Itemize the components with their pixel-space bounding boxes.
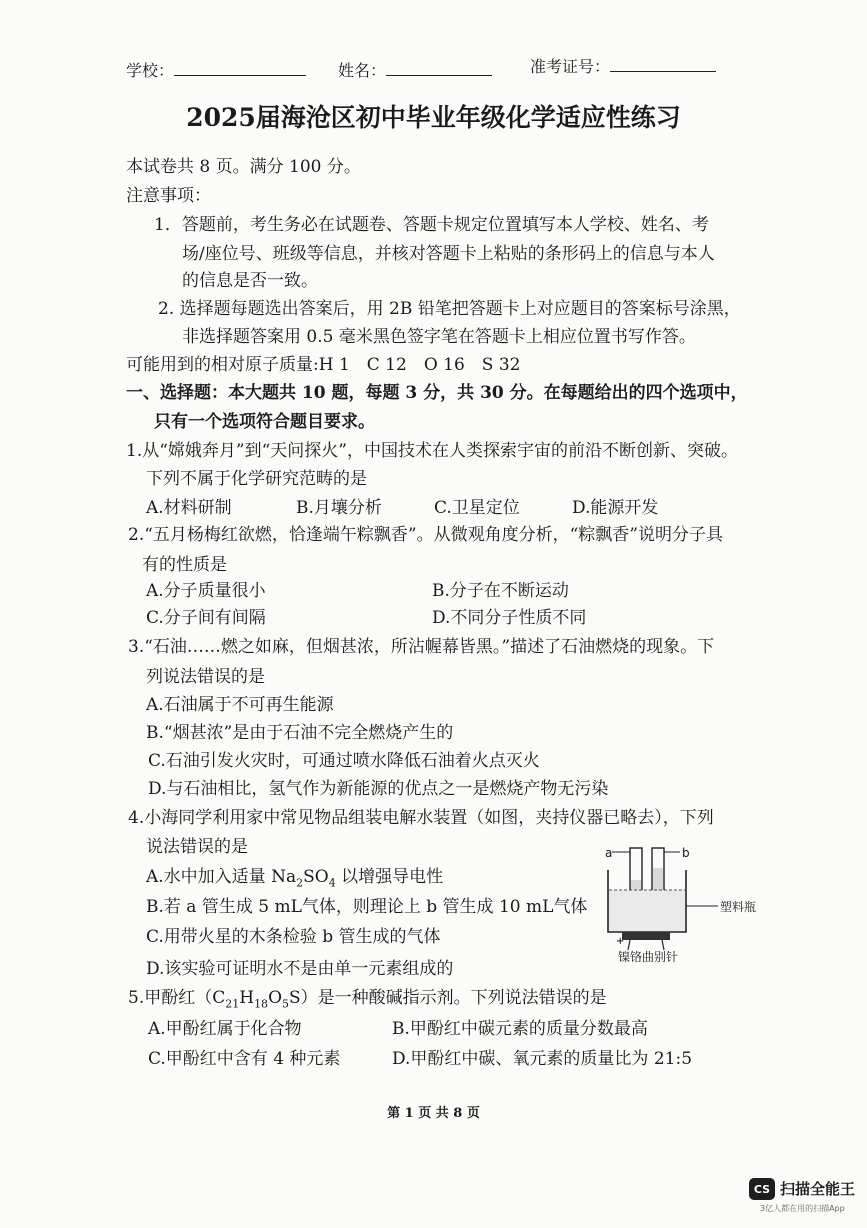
q2-option-c: C.分子间有间隔: [146, 608, 266, 628]
plus-sign: +: [616, 936, 625, 947]
q1-option-a: A.材料研制: [146, 498, 232, 518]
figure-label-b: b: [682, 846, 690, 860]
scanner-logo-icon: CS: [749, 1178, 775, 1200]
note-line: 1．答题前，考生务必在试题卷、答题卡规定位置填写本人学校、姓名、考: [154, 215, 709, 235]
q4-a-text: A.水中加入适量 Na: [146, 867, 297, 887]
section-heading-cont: 只有一个选项符合题目要求。: [154, 412, 375, 432]
exam-id-field: [530, 54, 716, 77]
atomic-masses: 可能用到的相对原子质量:H 1 C 12 O 16 S 32: [126, 355, 521, 375]
q4-option-d: D.该实验可证明水不是由单一元素组成的: [146, 959, 454, 979]
name-label: 姓名：: [338, 61, 387, 80]
school-field: [126, 58, 306, 81]
q4-a-sub: 2: [296, 876, 304, 890]
q5-sub: 21: [225, 997, 240, 1011]
note-line: 2. 选择题每题选出答案后，用 2B 铅笔把答题卡上对应题目的答案标号涂黑，: [158, 299, 741, 319]
base: [622, 932, 670, 940]
intro-text: 本试卷共 8 页。满分 100 分。: [126, 157, 361, 177]
q3-option-d: D.与石油相比，氢气作为新能源的优点之一是燃烧产物无污染: [148, 779, 609, 799]
q2-stem-cont: 有的性质是: [142, 555, 227, 575]
q4-stem: 4.小海同学利用家中常见物品组装电解水装置（如图，夹持仪器已略去），下列: [128, 808, 714, 828]
q2-stem: 2.“五月杨梅红欲燃，恰逢端午粽飘香”。从微观角度分析，“粽飘香”说明分子具: [128, 525, 723, 545]
q1-option-d: D.能源开发: [572, 498, 659, 518]
page-title: 2025届海沧区初中毕业年级化学适应性练习: [186, 103, 681, 132]
q4-option-a: [146, 862, 443, 889]
exam-id-label: 准考证号：: [530, 57, 611, 76]
q3-stem-cont: 列说法错误的是: [146, 667, 265, 687]
q4-a-text-post: 以增强导电性: [335, 867, 444, 887]
q5-stem: [128, 983, 607, 1010]
page-footer: 第 1 页 共 8 页: [387, 1106, 480, 1121]
name-field: [338, 58, 492, 81]
q3-stem: 3.“石油……燃之如麻，但烟甚浓，所沾幄幕皆黑。”描述了石油燃烧的现象。下: [128, 637, 715, 657]
q2-option-a: A.分子质量很小: [146, 581, 266, 601]
electrolysis-figure: [600, 840, 757, 969]
notes-heading: 注意事项：: [126, 186, 211, 206]
school-label: 学校：: [126, 61, 175, 80]
note-line: 场/座位号、班级等信息，并核对答题卡上粘贴的条形码上的信息与本人: [182, 244, 715, 264]
exam-id-blank: [610, 57, 716, 72]
q5-stem-text: O: [268, 988, 282, 1008]
q5-stem-text: H: [239, 988, 255, 1008]
q4-stem-cont: 说法错误的是: [146, 837, 248, 857]
note-line: 的信息是否一致。: [182, 271, 318, 291]
q2-option-d: D.不同分子性质不同: [432, 608, 587, 628]
note-line: 非选择题答案用 0.5 毫米黑色签字笔在答题卡上相应位置书写作答。: [182, 327, 696, 347]
q4-option-b: B.若 a 管生成 5 mL气体，则理论上 b 管生成 10 mL气体: [146, 897, 588, 917]
figure-label-a: a: [605, 846, 613, 860]
q1-stem: 1.从“嫦娥奔月”到“天问探火”，中国技术在人类探索宇宙的前沿不断创新、突破。: [126, 441, 738, 461]
school-blank: [174, 61, 306, 76]
section-heading: 一、选择题：本大题共 10 题，每题 3 分，共 30 分。在每题给出的四个选项中，: [126, 383, 748, 403]
scanner-app-tagline: 3亿人都在用的扫描App: [760, 1204, 845, 1213]
figure-label-bottle: 塑料瓶: [720, 900, 757, 914]
q3-option-c: C.石油引发火灾时，可通过喷水降低石油着火点灭火: [148, 751, 540, 771]
scanner-app-name: 扫描全能王: [780, 1180, 856, 1198]
q5-option-b: B.甲酚红中碳元素的质量分数最高: [392, 1019, 648, 1039]
q5-sub: 18: [254, 997, 269, 1011]
q1-option-b: B.月壤分析: [296, 498, 382, 518]
q1-option-c: C.卫星定位: [434, 498, 520, 518]
q3-option-a: A.石油属于不可再生能源: [146, 695, 334, 715]
q1-stem-cont: 下列不属于化学研究范畴的是: [146, 469, 367, 489]
q4-option-c: C.用带火星的木条检验 b 管生成的气体: [146, 927, 441, 947]
bottle-water: [609, 890, 685, 931]
q5-stem-text: 5.甲酚红（C: [128, 988, 226, 1008]
q5-stem-text: S）是一种酸碱指示剂。下列说法错误的是: [289, 988, 607, 1008]
figure-label-pins: 镍铬曲别针: [618, 950, 679, 964]
q4-a-sub2: 4: [328, 876, 336, 890]
q5-option-d: D.甲酚红中碳、氧元素的质量比为 21:5: [392, 1049, 693, 1069]
q5-sub: 5: [282, 997, 289, 1011]
q2-option-b: B.分子在不断运动: [432, 581, 569, 601]
q3-option-b: B.“烟甚浓”是由于石油不完全燃烧产生的: [146, 723, 454, 743]
q5-option-c: C.甲酚红中含有 4 种元素: [148, 1049, 341, 1069]
q4-a-text-mid: SO: [303, 867, 329, 887]
name-blank: [386, 61, 492, 76]
q5-option-a: A.甲酚红属于化合物: [148, 1019, 302, 1039]
